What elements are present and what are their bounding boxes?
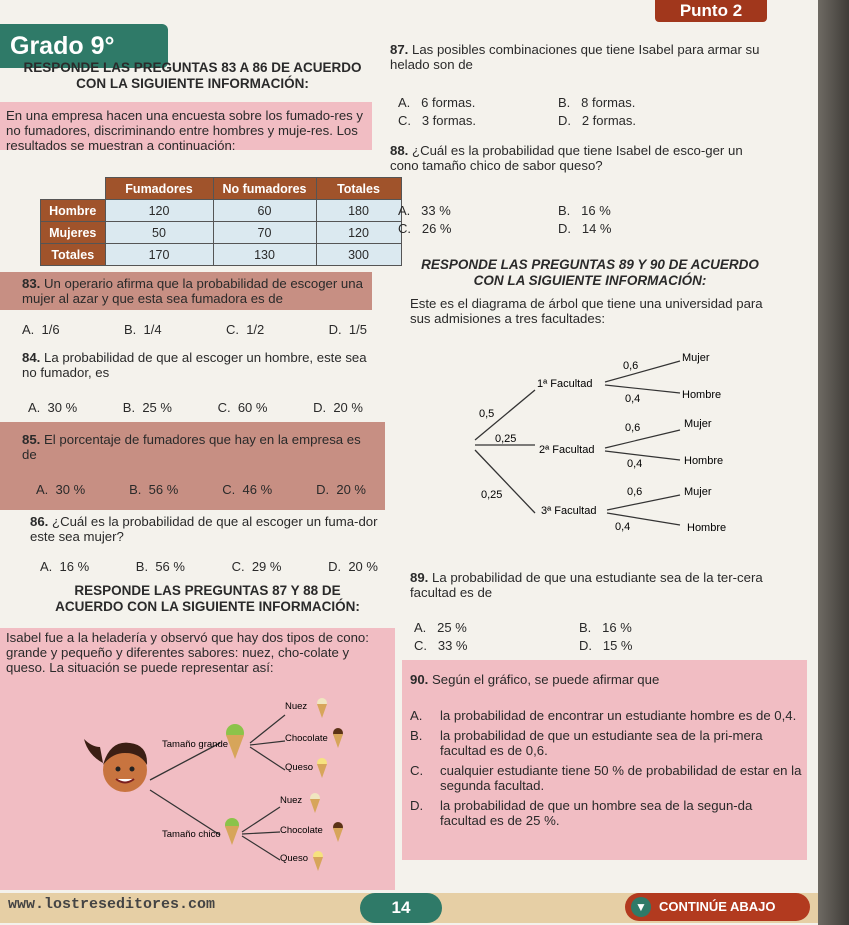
option-value: 26 %	[421, 221, 452, 236]
table-cell: 60	[213, 200, 316, 222]
branch-probability: 0,6	[625, 422, 641, 434]
survey-table	[40, 177, 402, 266]
option-letter: A.	[398, 203, 411, 218]
question-number: 88.	[390, 143, 409, 158]
question-text: ¿Cuál es la probabilidad de que al escoger un fuma-dor este sea mujer?	[30, 514, 378, 544]
small-cone-icon	[225, 818, 239, 845]
q84-options	[28, 400, 363, 415]
table-cell: 130	[213, 244, 316, 266]
table-cell: 300	[316, 244, 401, 266]
option-letter: C.	[398, 221, 411, 236]
section2-header: RESPONDE LAS PREGUNTAS 87 Y 88 DE ACUERDO CON LA SIGUIENTE INFORMACIÓN:	[55, 583, 360, 614]
question-text: La probabilidad de que al escoger un hombre, este sea no fumador, es	[22, 350, 367, 380]
q90-options	[410, 708, 802, 828]
option-value: 1/5	[348, 322, 367, 337]
page-number: 14	[360, 893, 442, 923]
option-letter: D.	[328, 559, 342, 574]
option-value: 20 %	[333, 400, 363, 415]
option-value: 56 %	[148, 482, 179, 497]
col-header: No fumadores	[213, 178, 316, 200]
option-value: 6 formas.	[421, 95, 476, 110]
option-letter: D.	[328, 322, 342, 337]
option-letter: B.	[122, 400, 136, 415]
option-letter: D.	[558, 113, 571, 128]
q83-options	[22, 322, 367, 337]
tree-label: Chocolate	[285, 733, 328, 744]
option-letter: B.	[123, 322, 137, 337]
option-letter: D.	[579, 638, 592, 653]
option-letter: B.	[410, 728, 423, 743]
option-letter: B.	[558, 203, 571, 218]
q88-options	[398, 203, 698, 236]
tree-label: Nuez	[285, 701, 308, 712]
question-number: 87.	[390, 42, 409, 57]
option-letter: D.	[410, 798, 424, 813]
branch-probability: 0,4	[627, 458, 643, 470]
question-87	[390, 42, 760, 72]
university-tree	[465, 345, 765, 540]
option	[226, 322, 264, 337]
option-letter: A.	[40, 559, 53, 574]
option-letter: C.	[231, 559, 245, 574]
option-value: 1/2	[246, 322, 265, 337]
gender-label: Hombre	[684, 455, 724, 467]
option-value: 16 %	[59, 559, 90, 574]
option-letter: A.	[414, 620, 427, 635]
question-text: El porcentaje de fumadores que hay en la empresa es de	[22, 432, 361, 462]
tree-label: Nuez	[280, 795, 303, 806]
option-letter: D.	[558, 221, 571, 236]
section1-text: En una empresa hacen una encuesta sobre los fumado-res y no fumadores, discriminando entre hombres y muje-res. Los resultados se muestran a continuación:	[0, 102, 372, 150]
gender-label: Hombre	[682, 389, 722, 401]
question-86	[30, 514, 380, 544]
continue-badge	[625, 893, 810, 921]
option-value: 29 %	[251, 559, 282, 574]
section1-header: RESPONDE LAS PREGUNTAS 83 A 86 DE ACUERDO CON LA SIGUIENTE INFORMACIÓN:	[23, 60, 362, 91]
row-header: Totales	[41, 244, 106, 266]
chocolate-cone-icon	[333, 822, 343, 842]
option-value: 3 formas.	[421, 113, 477, 128]
question-89	[410, 570, 780, 600]
option-value: 14 %	[581, 221, 612, 236]
col-header: Totales	[316, 178, 401, 200]
page-edge	[818, 0, 849, 925]
option-letter: C.	[414, 638, 427, 653]
gender-label: Mujer	[684, 486, 712, 498]
option-value: 60 %	[237, 400, 268, 415]
option-value: 15 %	[602, 638, 633, 653]
question-text: La probabilidad de que una estudiante sea de la ter-cera facultad es de	[410, 570, 763, 600]
option-value: 33 %	[421, 203, 451, 218]
queso-cone-icon	[317, 758, 327, 778]
results-table	[40, 177, 402, 266]
question-number: 89.	[410, 570, 429, 585]
question-90	[410, 672, 800, 687]
option-letter: B.	[579, 620, 592, 635]
faculty-label: 3ª Facultad	[541, 505, 597, 517]
option-letter: B.	[558, 95, 571, 110]
q85-options	[36, 482, 366, 497]
option-value: 30 %	[47, 400, 78, 415]
q87-options	[398, 95, 698, 128]
table-cell: 120	[105, 200, 213, 222]
option-letter: A.	[398, 95, 411, 110]
nuez-cone-icon	[310, 793, 320, 813]
table-cell: 170	[105, 244, 213, 266]
option	[329, 322, 367, 337]
row-header: Mujeres	[41, 222, 106, 244]
tree-label: Queso	[280, 853, 308, 864]
q86-options	[40, 559, 378, 574]
option-value: 30 %	[55, 482, 86, 497]
arrow-down-icon: ▼	[631, 897, 651, 917]
option-value: 20 %	[336, 482, 366, 497]
continue-label: CONTINÚE ABAJO	[659, 899, 776, 914]
question-number: 90.	[410, 672, 429, 687]
q89-options	[414, 620, 714, 653]
option-value: 16 %	[602, 620, 632, 635]
girl-face-icon	[84, 739, 147, 792]
tree-label: Queso	[285, 762, 313, 773]
option-letter: C.	[410, 763, 424, 778]
option-letter: C.	[398, 113, 411, 128]
question-number: 86.	[30, 514, 49, 529]
option-value: 56 %	[155, 559, 185, 574]
punto-badge: Punto 2	[655, 0, 767, 22]
faculty-label: 2ª Facultad	[539, 444, 595, 456]
table-cell: 50	[105, 222, 213, 244]
option-letter: C.	[217, 400, 231, 415]
section3-header: RESPONDE LAS PREGUNTAS 89 Y 90 DE ACUERDO CON LA SIGUIENTE INFORMACIÓN:	[421, 257, 759, 288]
option-letter: A.	[22, 322, 35, 337]
question-text: Según el gráfico, se puede afirmar que	[432, 672, 660, 687]
option-value: 16 %	[581, 203, 611, 218]
branch-probability: 0,4	[615, 521, 631, 533]
option	[22, 322, 60, 337]
option-value: 33 %	[437, 638, 468, 653]
option-letter: B.	[129, 482, 142, 497]
col-header: Fumadores	[105, 178, 213, 200]
question-84	[22, 350, 367, 380]
gender-label: Mujer	[684, 418, 712, 430]
question-number: 85.	[22, 432, 41, 447]
table-cell: 180	[316, 200, 401, 222]
option-letter: A.	[410, 708, 423, 723]
option-value: 8 formas.	[581, 95, 636, 110]
option-value: 20 %	[348, 559, 378, 574]
chocolate-cone-icon	[333, 728, 343, 748]
option-value: 1/6	[41, 322, 60, 337]
branch-probability: 0,6	[623, 360, 639, 372]
tree-label: Chocolate	[280, 825, 323, 836]
question-text: Un operario afirma que la probabilidad de escoger una mujer al azar y que esta sea fumadora es de	[22, 276, 363, 306]
tree-label: Tamaño chico	[162, 829, 221, 840]
option-text: cualquier estudiante tiene 50 % de probabilidad de estar en la segunda facultad.	[440, 763, 802, 793]
question-85	[22, 432, 377, 462]
nuez-cone-icon	[317, 698, 327, 718]
question-number: 84.	[22, 350, 41, 365]
branch-probability: 0,6	[627, 486, 643, 498]
ice-cream-tree	[70, 695, 360, 885]
question-88	[390, 143, 765, 173]
branch-probability: 0,5	[479, 408, 495, 420]
option-value: 2 formas.	[581, 113, 637, 128]
section2-text: Isabel fue a la heladería y observó que hay dos tipos de cono: grande y pequeño y diferentes sabores: nuez, cho-colate y queso. La situación se puede representar así:	[6, 630, 369, 675]
question-83	[0, 272, 372, 310]
option-letter: D.	[313, 400, 327, 415]
grade-banner: Grado 9°	[0, 24, 168, 68]
option-letter: C.	[225, 322, 239, 337]
question-number: 83.	[22, 276, 41, 291]
option-text: la probabilidad de que un estudiante sea de la pri-mera facultad es de 0,6.	[440, 728, 763, 758]
table-corner	[41, 178, 106, 200]
option-value: 1/4	[143, 322, 162, 337]
option-value: 25 %	[142, 400, 172, 415]
option-letter: C.	[222, 482, 236, 497]
option-letter: B.	[135, 559, 149, 574]
branch-probability: 0,25	[481, 489, 503, 501]
large-cone-icon	[226, 724, 244, 759]
publisher-url: www.lostreseditores.com	[8, 896, 216, 913]
branch-probability: 0,4	[625, 393, 641, 405]
table-cell: 70	[213, 222, 316, 244]
branch-probability: 0,25	[495, 433, 517, 445]
section3-text: Este es el diagrama de árbol que tiene una universidad para sus admisiones a tres facultades:	[410, 296, 763, 326]
queso-cone-icon	[313, 851, 323, 871]
option	[124, 322, 162, 337]
gender-label: Mujer	[682, 352, 710, 364]
faculty-label: 1ª Facultad	[537, 378, 593, 390]
option-letter: D.	[316, 482, 330, 497]
row-header: Hombre	[41, 200, 106, 222]
option-value: 25 %	[437, 620, 467, 635]
option-value: 46 %	[242, 482, 273, 497]
tree-label: Tamaño grande	[162, 739, 229, 750]
question-text: ¿Cuál es la probabilidad que tiene Isabel de esco-ger un cono tamaño chico de sabor queso?	[390, 143, 743, 173]
table-cell: 120	[316, 222, 401, 244]
option-text: la probabilidad de que un hombre sea de la segun-da facultad es de 25 %.	[440, 798, 753, 828]
gender-label: Hombre	[687, 522, 727, 534]
option-letter: A.	[36, 482, 49, 497]
question-text: Las posibles combinaciones que tiene Isabel para armar su helado son de	[390, 42, 760, 72]
option-text: la probabilidad de encontrar un estudiante hombre es de 0,4.	[440, 708, 797, 723]
option-letter: A.	[28, 400, 41, 415]
